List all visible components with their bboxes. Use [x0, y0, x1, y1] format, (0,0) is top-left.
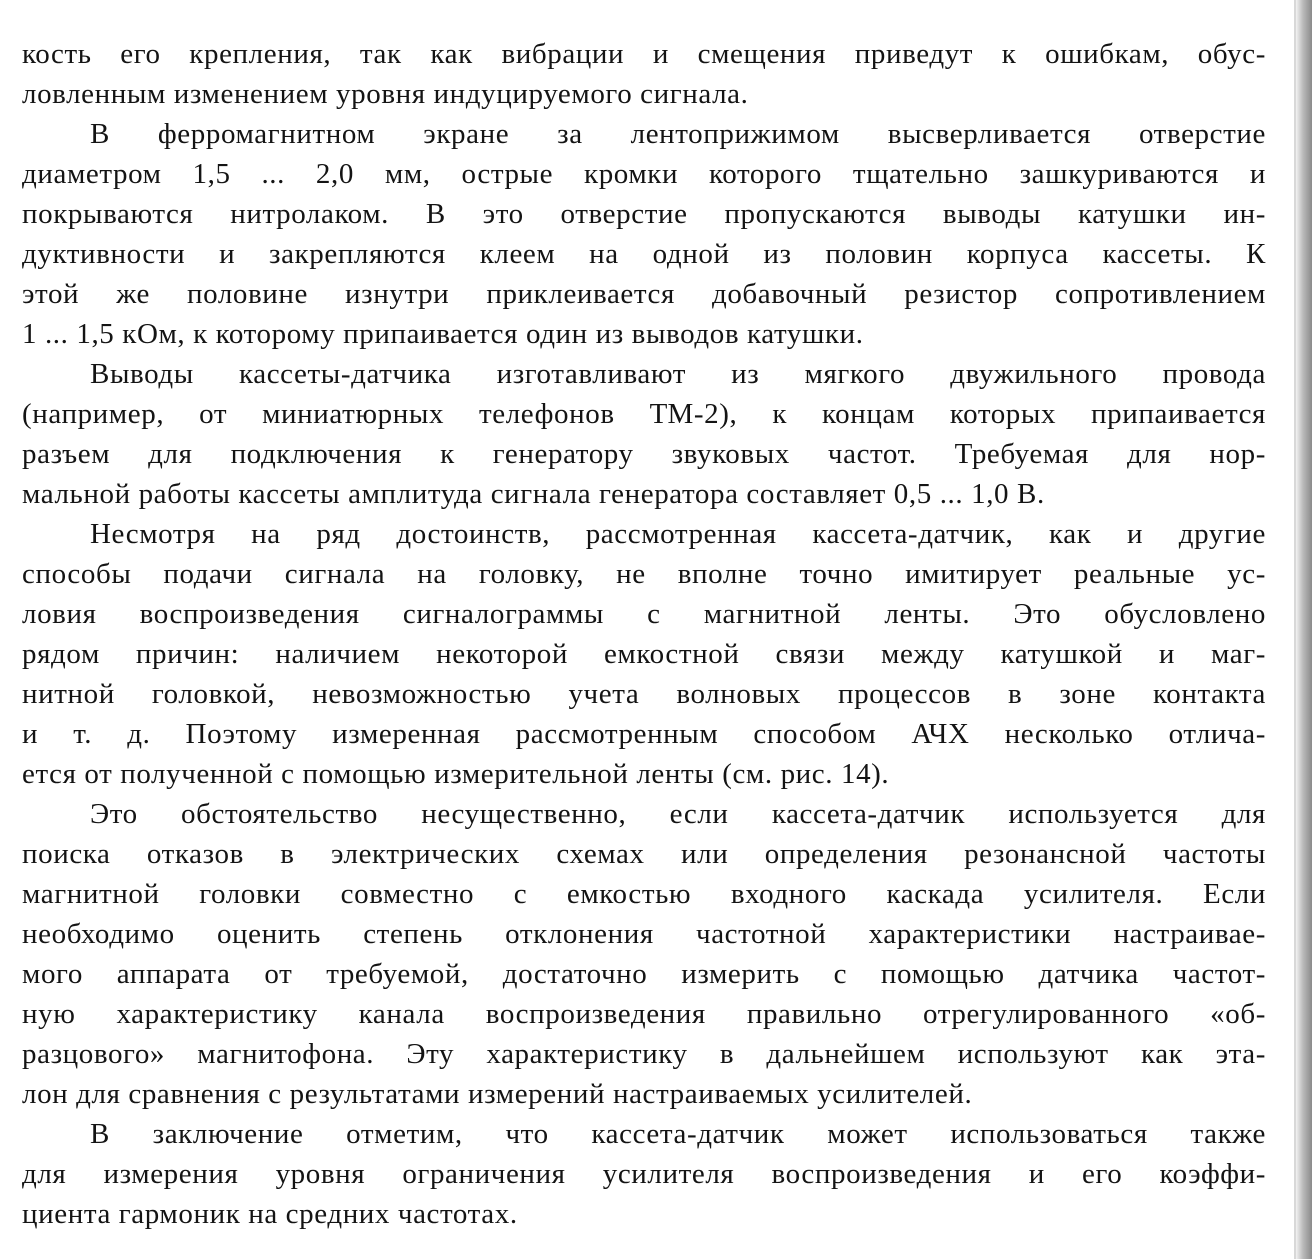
page-edge-shadow: [1296, 0, 1312, 1259]
text-line: ловленным изменением уровня индуцируемого сигнала.: [22, 78, 749, 110]
text-line: рядом причин: наличием некоторой емкостной связи между катушкой и маг-: [22, 638, 1266, 670]
text-line: мальной работы кассеты амплитуда сигнала генератора составляет 0,5 ... 1,0 В.: [22, 478, 1045, 510]
text-line: нитной головкой, невозможностью учета волновых процессов в зоне контакта: [22, 678, 1266, 710]
text-line: поиска отказов в электрических схемах или определения резонансной частоты: [22, 838, 1266, 870]
paragraph-p5: [22, 794, 1266, 1114]
text-line: В ферромагнитном экране за лентоприжимом высверливается отверстие: [90, 118, 1266, 150]
text-line: Несмотря на ряд достоинств, рассмотренная кассета-датчик, как и другие: [90, 518, 1266, 550]
text-line: дуктивности и закрепляются клеем на одной из половин корпуса кассеты. К: [22, 238, 1266, 270]
paragraph-p3: [22, 354, 1266, 514]
text-line: 1 ... 1,5 кОм, к которому припаивается один из выводов катушки.: [22, 318, 864, 350]
text-line: (например, от миниатюрных телефонов ТМ-2), к концам которых припаивается: [22, 398, 1266, 430]
text-line: мого аппарата от требуемой, достаточно измерить с помощью датчика частот-: [22, 958, 1266, 990]
text-line: ловия воспроизведения сигналограммы с магнитной ленты. Это обусловлено: [22, 598, 1266, 630]
text-line: Это обстоятельство несущественно, если кассета-датчик используется для: [90, 798, 1266, 830]
text-line: разцового» магнитофона. Эту характеристику в дальнейшем используют как эта-: [22, 1038, 1266, 1070]
text-line: ную характеристику канала воспроизведения правильно отрегулированного «об-: [22, 998, 1266, 1030]
text-line: магнитной головки совместно с емкостью входного каскада усилителя. Если: [22, 878, 1266, 910]
text-line: для измерения уровня ограничения усилителя воспроизведения и его коэффи-: [22, 1158, 1266, 1190]
text-line: циента гармоник на средних частотах.: [22, 1198, 518, 1230]
paragraph-p1: [22, 34, 1266, 114]
text-line: разъем для подключения к генератору звуковых частот. Требуемая для нор-: [22, 438, 1266, 470]
paragraph-p2: [22, 114, 1266, 354]
text-line: покрываются нитролаком. В это отверстие пропускаются выводы катушки ин-: [22, 198, 1266, 230]
text-line: В заключение отметим, что кассета-датчик может использоваться также: [90, 1118, 1266, 1150]
paragraph-p4: [22, 514, 1266, 794]
text-line: Выводы кассеты-датчика изготавливают из мягкого двужильного провода: [90, 358, 1266, 390]
text-line: ется от полученной с помощью измерительной ленты (см. рис. 14).: [22, 758, 890, 790]
text-line: лон для сравнения с результатами измерений настраиваемых усилителей.: [22, 1078, 973, 1110]
text-line: кость его крепления, так как вибрации и смещения приведут к ошибкам, обус-: [22, 38, 1266, 70]
text-line: способы подачи сигнала на головку, не вполне точно имитирует реальные ус-: [22, 558, 1266, 590]
text-line: и т. д. Поэтому измеренная рассмотренным способом АЧХ несколько отлича-: [22, 718, 1266, 750]
paragraph-p6: [22, 1114, 1266, 1234]
text-line: необходимо оценить степень отклонения частотной характеристики настраивае-: [22, 918, 1266, 950]
body-text: [22, 34, 1266, 1234]
text-line: этой же половине изнутри приклеивается добавочный резистор сопротивлением: [22, 278, 1266, 310]
text-line: диаметром 1,5 ... 2,0 мм, острые кромки которого тщательно зашкуриваются и: [22, 158, 1266, 190]
